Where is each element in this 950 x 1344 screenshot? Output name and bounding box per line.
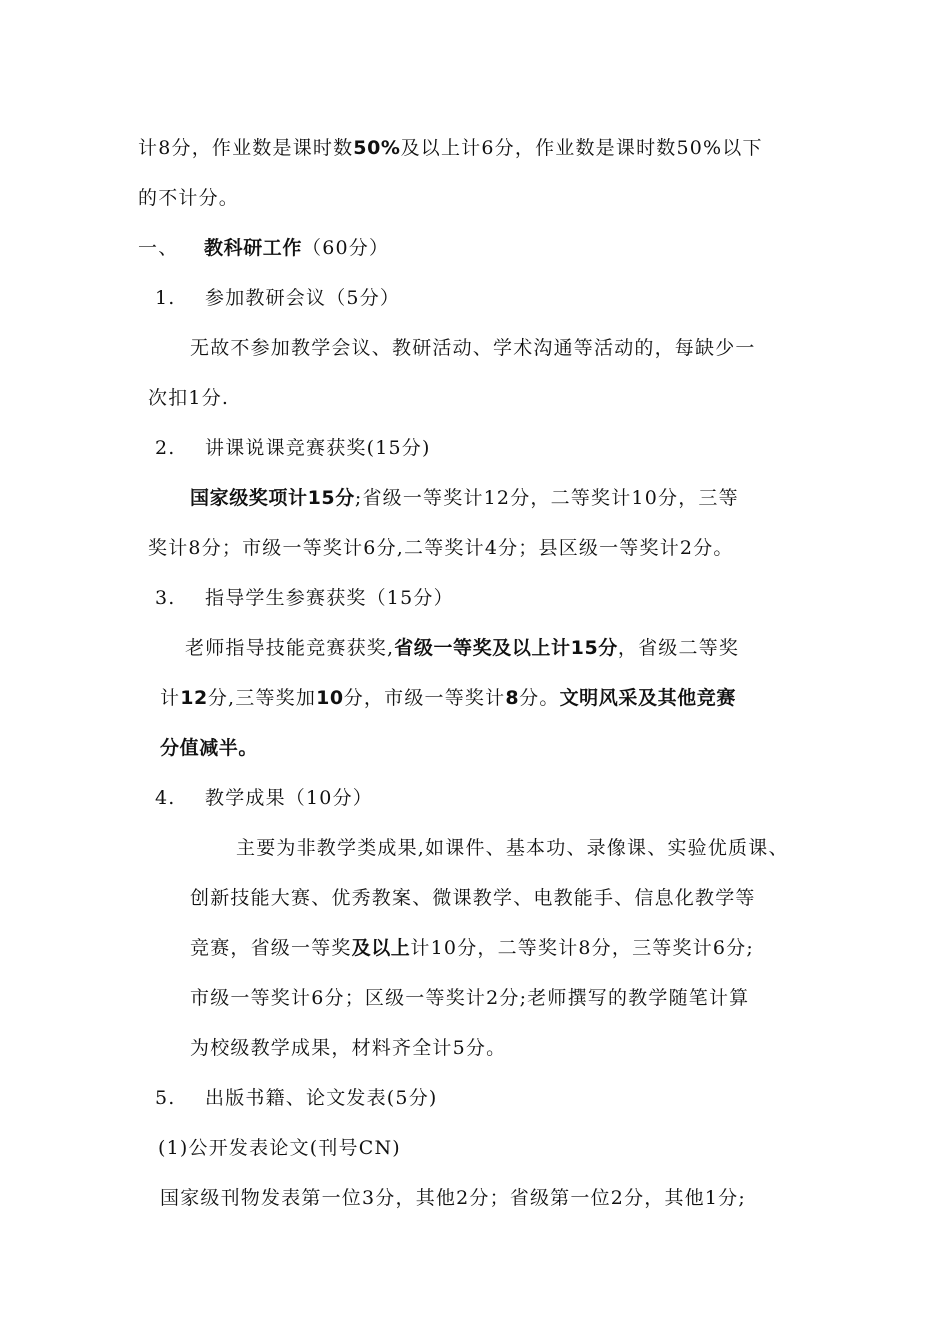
item-2-text: ;省级一等奖计12分，二等奖计10分，三等 <box>354 487 739 509</box>
item-4-body-line-5: 为校级教学成果，材料齐全计5分。 <box>190 1037 507 1059</box>
item-3-bold-num: 12 <box>180 687 208 709</box>
intro-text: 计8分，作业数是课时数 <box>138 137 354 159</box>
item-3-body-line-1 <box>185 633 739 660</box>
item-title: 出版书籍、论文发表(5分) <box>205 1087 438 1109</box>
intro-bold-percent: 50% <box>353 137 401 159</box>
item-2-bold: 国家级奖项计15分 <box>190 487 355 509</box>
section-score: （60分） <box>302 237 390 259</box>
item-title: 参加教研会议（5分） <box>205 287 401 309</box>
item-3-text: 分，市级一等奖计 <box>343 687 506 709</box>
intro-line-1 <box>138 133 763 160</box>
item-5-heading <box>155 1083 438 1110</box>
item-3-text: 计 <box>160 687 181 709</box>
item-1-body-line-1: 无故不参加教学会议、教研活动、学术沟通等活动的，每缺少一 <box>190 337 756 359</box>
intro-text-cont: 及以上计6分，作业数是课时数50%以下 <box>400 137 763 159</box>
item-4-heading <box>155 783 373 810</box>
item-number: 5. <box>155 1087 176 1109</box>
item-3-bold-num: 10 <box>316 687 344 709</box>
item-3-bold-num: 8 <box>505 687 520 709</box>
item-2-body-line-1 <box>190 483 739 510</box>
item-3-text: 分,三等奖加 <box>207 687 317 709</box>
item-5-subheading: (1)公开发表论文(刊号CN) <box>158 1137 401 1159</box>
item-4-body-line-1: 主要为非教学类成果,如课件、基本功、录像课、实验优质课、 <box>236 837 789 859</box>
item-1-body-line-2: 次扣1分. <box>148 387 230 409</box>
item-3-body-line-2 <box>160 683 736 710</box>
item-3-text: 分。 <box>519 687 560 709</box>
item-number: 3. <box>155 587 176 609</box>
item-3-text: 老师指导技能竞赛获奖, <box>185 637 395 659</box>
item-title: 讲课说课竞赛获奖(15分) <box>205 437 431 459</box>
item-4-text: 竞赛，省级一等奖 <box>190 937 352 959</box>
item-number: 4. <box>155 787 176 809</box>
item-3-bold: 文明风采及其他竞赛 <box>559 687 736 709</box>
item-number: 1. <box>155 287 176 309</box>
item-4-body-line-2: 创新技能大赛、优秀教案、微课教学、电教能手、信息化教学等 <box>190 887 756 909</box>
item-4-text-cont: 计10分，二等奖计8分，三等奖计6分; <box>410 937 754 959</box>
item-3-bold: 省级一等奖及以上计15分 <box>394 637 618 659</box>
item-3-body-line-3: 分值减半。 <box>160 737 259 759</box>
item-4-bold: 及以上 <box>351 937 411 959</box>
item-number: 2. <box>155 437 176 459</box>
item-title: 指导学生参赛获奖（15分） <box>205 587 454 609</box>
section-heading <box>138 233 389 260</box>
item-title: 教学成果（10分） <box>205 787 373 809</box>
item-5-body-line-1: 国家级刊物发表第一位3分，其他2分；省级第一位2分，其他1分; <box>160 1187 746 1209</box>
item-3-text-cont: ，省级二等奖 <box>617 637 740 659</box>
item-4-body-line-3 <box>190 933 754 960</box>
section-title: 教科研工作 <box>204 237 303 259</box>
intro-line-2: 的不计分。 <box>138 187 240 209</box>
item-3-heading <box>155 583 454 610</box>
item-2-heading <box>155 433 431 460</box>
section-marker: 一、 <box>138 237 179 259</box>
item-1-heading <box>155 283 400 310</box>
item-4-body-line-4: 市级一等奖计6分；区级一等奖计2分;老师撰写的教学随笔计算 <box>190 987 750 1009</box>
item-2-body-line-2: 奖计8分；市级一等奖计6分,二等奖计4分；县区级一等奖计2分。 <box>148 537 734 559</box>
